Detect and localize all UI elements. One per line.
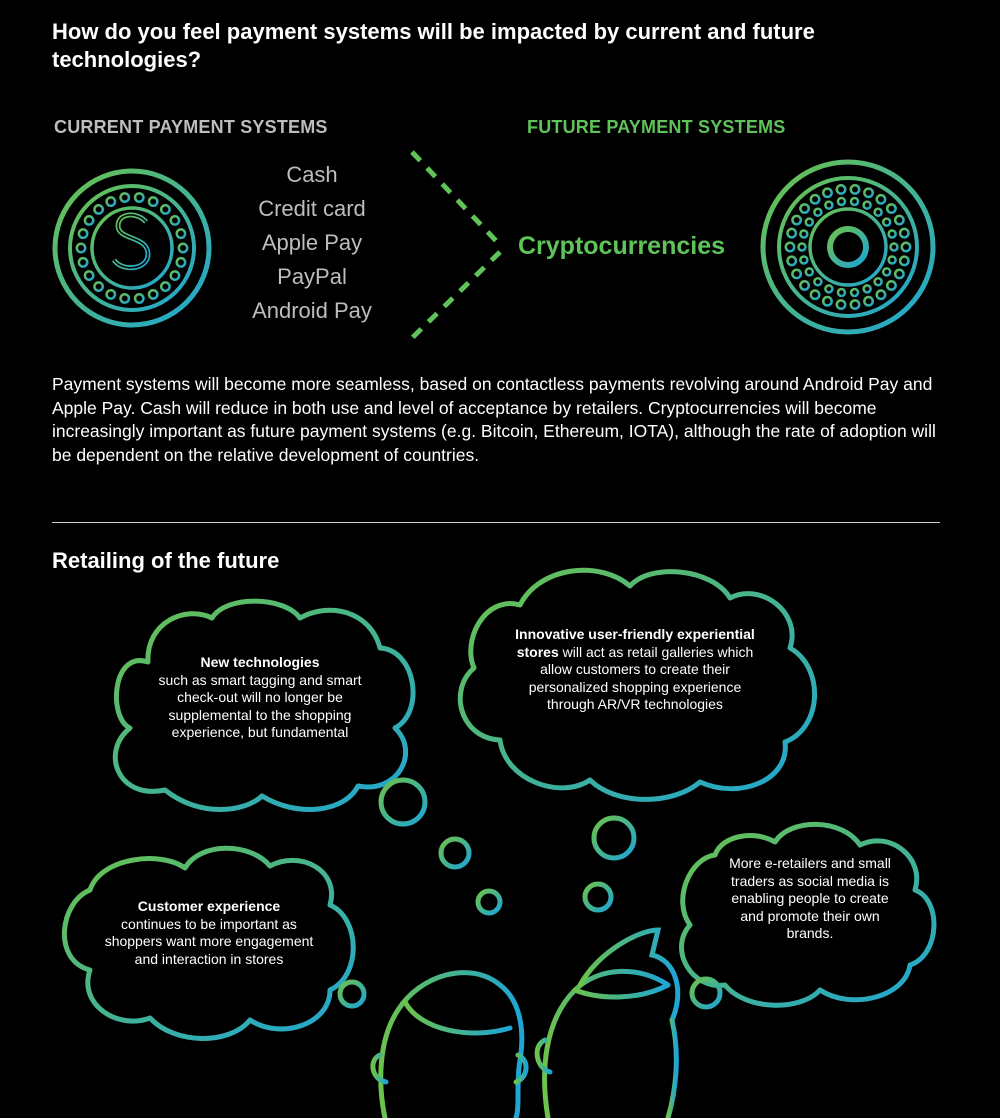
retail-heading: Retailing of the future: [52, 548, 280, 573]
coin-dot: [179, 244, 187, 252]
coin-dot: [851, 198, 858, 205]
coin-dot: [823, 189, 831, 197]
coin-dot: [792, 270, 800, 278]
coin-dot: [94, 282, 102, 290]
coin-dot: [891, 244, 898, 251]
coin-dot: [787, 229, 795, 237]
head-icon-right: [537, 930, 678, 1118]
current-payments-heading: CURRENT PAYMENT SYSTEMS: [54, 117, 328, 137]
coin-dot: [825, 285, 832, 292]
coin-dot: [883, 219, 890, 226]
crypto-coin-icon: [763, 162, 933, 332]
bubble-body: More e-retailers and small traders as social media is enabling people to create and promote their own brands.: [729, 855, 891, 941]
coin-dot: [107, 290, 115, 298]
payment-item: Credit card: [258, 196, 366, 221]
coin-dot: [864, 189, 872, 197]
coin-dot: [883, 268, 890, 275]
coin-dot: [875, 278, 882, 285]
coin-dot: [851, 185, 859, 193]
thought-dot: [594, 818, 634, 858]
coin-dot: [171, 271, 179, 279]
thought-dot: [381, 780, 425, 824]
thought-dot: [441, 839, 469, 867]
coin-dot: [851, 289, 858, 296]
payment-item: Cash: [286, 162, 338, 187]
coin-dot: [889, 256, 896, 263]
coin-dot: [149, 290, 157, 298]
future-payments-heading: FUTURE PAYMENT SYSTEMS: [527, 117, 786, 137]
coin-dot: [792, 216, 800, 224]
coin-dot: [161, 205, 169, 213]
coin-dot: [806, 219, 813, 226]
payment-item: Apple Pay: [261, 230, 363, 255]
coin-dot: [900, 257, 908, 265]
coin-dot: [177, 229, 185, 237]
coin-dot: [895, 270, 903, 278]
coin-dot: [107, 197, 115, 205]
coin-dot: [135, 193, 143, 201]
payment-item: PayPal: [277, 264, 347, 289]
thought-dot: [478, 891, 500, 913]
bubble-bold: Customer experience: [137, 898, 281, 914]
coin-dot: [889, 231, 896, 238]
coin-dot: [171, 216, 179, 224]
thought-dot: [585, 884, 611, 910]
coin-dot: [77, 244, 85, 252]
coin-dot: [135, 294, 143, 302]
coin-dot: [121, 294, 129, 302]
coin-dot: [864, 285, 871, 292]
coin-dot: [887, 281, 895, 289]
bubble-new-technologies: [140, 654, 380, 742]
coin-dot: [877, 195, 885, 203]
coin-dot: [811, 195, 819, 203]
bubble-bold: Innovative user-friendly experiential stores: [515, 626, 755, 660]
coin-dot: [900, 229, 908, 237]
thought-dot: [340, 982, 364, 1006]
coin-dot: [877, 291, 885, 299]
coin-dot: [837, 185, 845, 193]
coin-dot: [814, 278, 821, 285]
coin-dot: [787, 257, 795, 265]
coin-dot: [800, 231, 807, 238]
bubble-bold: New technologies: [200, 654, 320, 670]
coin-dot: [895, 216, 903, 224]
coin-dot: [800, 204, 808, 212]
coin-dot: [851, 300, 859, 308]
coin-dot: [121, 193, 129, 201]
coin-dot: [864, 202, 871, 209]
coin-dot: [823, 297, 831, 305]
coin-dot: [838, 289, 845, 296]
coin-dot: [85, 271, 93, 279]
coin-dot: [838, 198, 845, 205]
bubble-body: will act as retail galleries which allow customers to create their personalized shopping experience through AR/VR technologies: [528, 643, 754, 712]
bubble-e-retailers: [720, 855, 900, 943]
coin-dot: [814, 209, 821, 216]
coin-dot: [94, 205, 102, 213]
section-divider: [52, 522, 940, 523]
coin-dot: [837, 300, 845, 308]
coin-dot: [85, 216, 93, 224]
bubble-body: such as smart tagging and smart check-out will no longer be supplemental to the shopping experience, but fundamental: [158, 671, 362, 740]
bubble-body: continues to be important as shoppers want more engagement and interaction in stores: [104, 915, 314, 967]
dollar-coin-icon: [55, 171, 209, 325]
coin-dot: [161, 282, 169, 290]
coin-dot: [875, 209, 882, 216]
coin-dot: [79, 229, 87, 237]
coin-dot: [902, 243, 910, 251]
coin-dot: [800, 256, 807, 263]
future-payment-item: Cryptocurrencies: [518, 232, 726, 260]
coin-dot: [825, 202, 832, 209]
head-icon-left: [373, 973, 526, 1118]
coin-dot: [79, 258, 87, 266]
summary-paragraph: Payment systems will become more seamless, based on contactless payments revolving around Android Pay and Apple Pay. Cash will reduce in both use and level of acceptance by retailers. Cryptocurrencies will become increasingly important as future payment systems (e.g. Bitcoin, Ethereum, IOTA), although the rate of adoption will be dependent on the relative development of countries.: [52, 374, 936, 465]
coin-dot: [806, 268, 813, 275]
coin-dot: [177, 258, 185, 266]
coin-dot: [149, 197, 157, 205]
coin-dot: [811, 291, 819, 299]
payment-item: Android Pay: [252, 298, 372, 323]
chevron-arrow-icon: [412, 152, 500, 338]
bubble-experiential-stores: [510, 626, 760, 714]
coin-dot: [887, 204, 895, 212]
current-payments-list: [222, 158, 402, 328]
coin-dot: [799, 244, 806, 251]
bubble-customer-experience: [98, 898, 320, 968]
coin-dot: [864, 297, 872, 305]
coin-dot: [786, 243, 794, 251]
coin-dot: [800, 281, 808, 289]
page-title: How do you feel payment systems will be impacted by current and future technologies?: [52, 19, 815, 72]
